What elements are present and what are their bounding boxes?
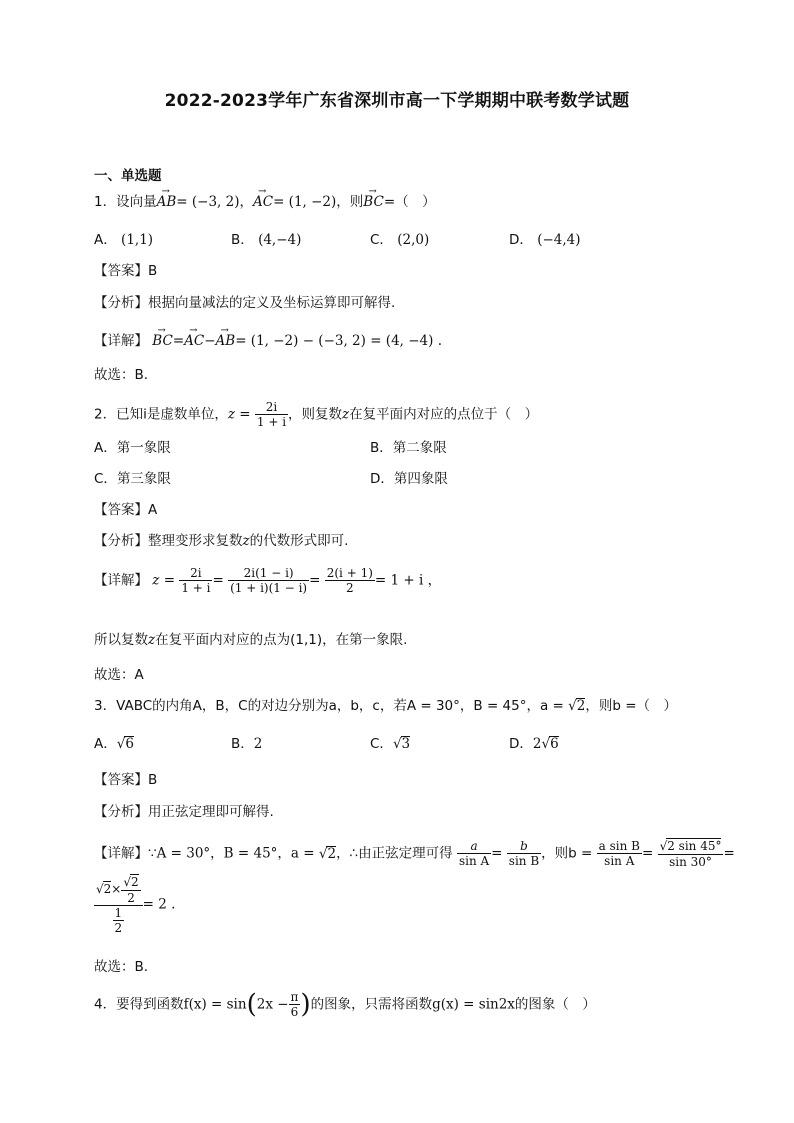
question-number: 3． [94,698,117,714]
compound-fraction: √2× $\frac{√2}{2}$ $\frac{1}{2}$ [94,874,143,935]
analysis-line: 【分析】整理变形求复数z的代数形式即可. [94,533,349,549]
answer-line [94,262,157,280]
option-a: A．√6 [94,736,134,752]
answer-tag: 【答案】 [94,263,148,279]
fraction: $\frac{2i}{1 + i}$ [181,566,211,595]
question-1-stem [94,193,436,211]
stem-text: =（ ） [383,194,436,210]
answer-line [94,771,157,789]
section-heading: 一、单选题 [94,168,162,184]
vector-ac: → AC [253,193,273,211]
option-d: D． (−4,4) [509,232,581,248]
choose-line: 故选：B. [94,367,149,383]
stem-text: 设向量 [116,194,157,210]
equation: = (−3, 2)， [176,194,253,210]
option-b: B． (4,−4) [231,232,302,248]
analysis-tag: 【分析】 [94,804,148,820]
option-d: D．第四象限 [370,471,448,487]
answer-tag: 【答案】 [94,502,148,518]
choose-line: 故选：B. [94,959,149,975]
fraction: $\frac{\pi}{6}$ [290,990,299,1019]
option-a: A．第一象限 [94,440,171,456]
question-number: 2． [94,406,117,423]
detail-line: 【详解】 → BC=→ AC−→ AB= (1, −2) − (−3, 2) = (4, −4) . [94,332,442,350]
detail-tag: 【详解】 [94,845,148,862]
choose-line: 故选：A [94,667,144,683]
option-c: C．√3 [370,736,411,752]
answer-value: B [148,263,158,279]
answer-value: B [148,772,158,788]
analysis-line: 【分析】根据向量减法的定义及坐标运算即可解得. [94,295,396,311]
fraction: $\frac{2i}{1 + i}$ [256,400,287,429]
analysis-tag: 【分析】 [94,533,148,549]
option-b: B．2 [231,736,263,752]
detail-line: 【详解】 z = $\frac{2i}{1 + i}$ = $\frac{2i(1 - i)}{(1 + i)(1 - i)}$ = $\frac{2(i + 1)}{2}$ = 1 + i ， [94,566,442,595]
question-number: 1． [94,194,117,210]
option-c: C． (2,0) [370,232,430,248]
fraction: $\frac{2i(1 - i)}{(1 + i)(1 - i)}$ [230,566,308,595]
question-number: 4． [94,996,117,1013]
detail-line-2: √2× $\frac{√2}{2}$ $\frac{1}{2}$ = 2 . [96,875,176,935]
fraction: $\frac{\text{a sin B}}{\text{sin A}}$ [598,839,640,868]
vector-bc: → BC [363,193,384,211]
analysis-tag: 【分析】 [94,295,148,311]
answer-value: A [148,502,158,518]
detail-tag: 【详解】 [94,333,148,349]
option-a: A． (1,1) [94,232,154,248]
question-4-stem: 4．要得到函数f(x) = sin(2x − $\frac{\pi}{6}$ )的图象，只需将函数g(x) = sin2x的图象（ ） [94,989,596,1020]
answer-line [94,501,157,519]
equation: = (1, −2)，则 [273,194,364,210]
conclusion-line: 所以复数z在复平面内对应的点为(1,1)，在第一象限. [94,632,408,648]
question-3-stem: 3．VABC的内角A，B，C的对边分别为a，b，c，若A = 30°，B = 45°，a = √2，则b =（ ） [94,698,678,714]
option-c: C．第三象限 [94,471,171,487]
page-title: 2022-2023学年广东省深圳市高一下学期期中联考数学试题 [164,91,630,111]
detail-line: 【详解】∵A = 30°，B = 45°，a = √2，∴由正弦定理可得 $\frac{a}{\text{sin A}}$ = $\frac{b}{\text{sin B}}$ ，则b = $\frac{\text{a sin B}}{\text{sin A}}$ = $\frac{√2 \sin 45^\circ}{\sin 30^\circ}$ = [94,839,735,869]
detail-tag: 【详解】 [94,572,148,589]
fraction: $\frac{a}{\text{sin A}}$ [458,839,490,868]
fraction: $\frac{2(i + 1)}{2}$ [326,566,373,595]
option-b: B．第二象限 [370,440,447,456]
fraction: $\frac{√2 \sin 45^\circ}{\sin 30^\circ}$ [659,839,722,869]
question-2-stem: 2．已知i是虚数单位，z = $\frac{2i}{1 + i}$ ，则复数z在复平面内对应的点位于（ ） [94,400,539,429]
option-d: D．2√6 [509,736,559,752]
vector-ab: → AB [157,193,177,211]
answer-tag: 【答案】 [94,772,148,788]
analysis-line: 【分析】用正弦定理即可解得. [94,804,274,820]
fraction: $\frac{b}{\text{sin B}}$ [508,839,540,868]
